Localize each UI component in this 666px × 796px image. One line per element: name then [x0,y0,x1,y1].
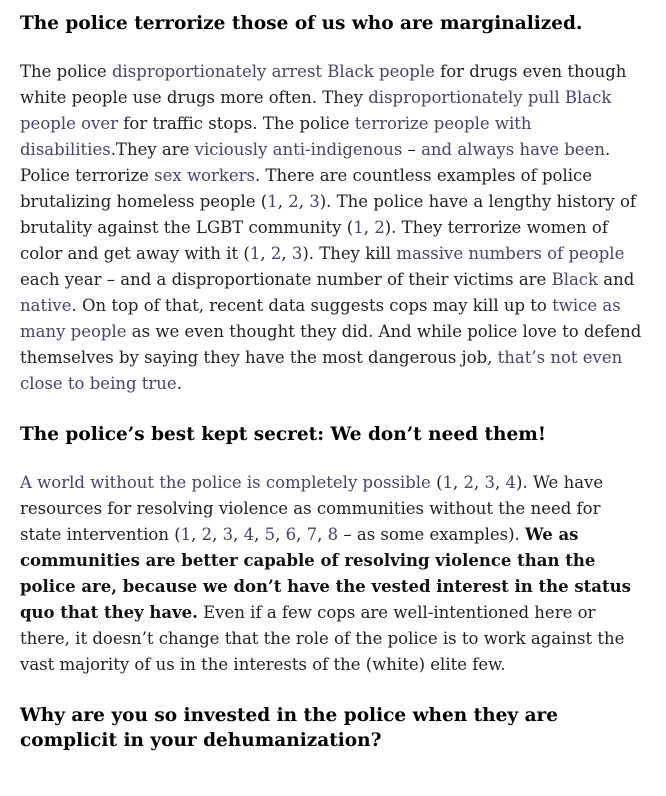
text-link[interactable]: Black [551,270,599,289]
text-link[interactable]: 7 [306,525,318,544]
text-run: . On top of that, recent data suggests cops may kill up to [71,296,553,315]
text-run: ). We have resources for resolving violence as communities without the need for state intervention ( [20,473,604,544]
text-link[interactable]: A world without the police is completely possible [20,473,431,492]
text-link[interactable]: 1 [267,192,278,211]
text-link[interactable]: 1 [249,244,261,263]
text-run: , [363,218,375,237]
text-link[interactable]: disproportionately pull Black people over [20,88,612,133]
text-run: , [212,525,223,544]
text-link[interactable]: 2 [374,218,385,237]
paragraph [20,59,645,397]
text-run: as we even thought they did. And while police love to defend themselves by saying they have the most dangerous job, [20,322,642,367]
text-run: , [233,525,244,544]
text-run: ). They terrorize women of color and get away with it ( [20,218,608,263]
text-run: – [402,140,422,159]
text-run: , [495,473,506,492]
text-link[interactable]: terrorize people with disabilities [20,114,532,159]
text-link[interactable]: and always have been [421,140,605,159]
text-run: and [598,270,635,289]
text-link[interactable]: sex workers [154,166,256,185]
text-link[interactable]: 3 [484,473,496,492]
bold-text: We as communities are better capable of resolving violence than the police are, because we don’t have the vested interest in the status quo that they have. [20,525,631,622]
text-link[interactable]: 4 [243,525,255,544]
text-run: , [281,244,292,263]
section-heading: The police’s best kept secret: We don’t need them! [20,424,546,445]
text-run: for traffic stops. The police [118,114,355,133]
text-link[interactable]: 5 [264,525,276,544]
text-run: each year – and a disproportionate number of their victims are [20,270,552,289]
text-run: . There are countless examples of police brutalizing homeless people ( [20,166,593,211]
text-run: , [191,525,202,544]
text-run: . Police terrorize [20,140,611,185]
text-run: – as some examples). [338,525,526,544]
text-run: , [277,192,289,211]
text-run: , [296,525,307,544]
text-link[interactable]: 1 [442,473,454,492]
text-link[interactable]: 8 [327,525,339,544]
text-link[interactable]: 1 [180,525,192,544]
text-run: , [298,192,310,211]
text-run: ). They kill [302,244,397,263]
section-heading: The police terrorize those of us who are marginalized. [20,13,583,34]
text-run: , [260,244,271,263]
paragraph [20,470,645,678]
article-body [20,11,645,753]
text-run: , [317,525,328,544]
text-run: . [176,374,182,393]
text-run: .They are [110,140,195,159]
text-link[interactable]: 1 [353,218,364,237]
text-run: for drugs even though white people use drugs more often. They [20,62,627,107]
text-link[interactable]: 2 [201,525,213,544]
text-link[interactable]: 2 [288,192,299,211]
text-link[interactable]: 2 [270,244,282,263]
text-link[interactable]: 3 [291,244,303,263]
text-link[interactable]: viciously anti-indigenous [194,140,403,159]
text-run: Even if a few cops are well-intentioned here or there, it doesn’t change that the role of the police is to work against the vast majority of us in the interests of the (white) elite few. [20,603,625,674]
text-run: , [254,525,265,544]
text-run: ( [430,473,443,492]
text-link[interactable]: 3 [222,525,234,544]
text-run: , [474,473,485,492]
text-link[interactable]: 6 [285,525,297,544]
text-link[interactable]: twice as many people [20,296,621,341]
text-link[interactable]: 2 [463,473,475,492]
text-run: The police [20,62,112,81]
text-link[interactable]: native [20,296,72,315]
text-run: , [453,473,464,492]
section-heading: Why are you so invested in the police when they are complicit in your dehumanization? [20,705,559,751]
text-link[interactable]: 4 [505,473,517,492]
text-link[interactable]: massive numbers of people [396,244,625,263]
text-link[interactable]: 3 [309,192,320,211]
text-run: ). The police have a lengthy history of brutality against the LGBT community ( [20,192,636,237]
text-run: , [275,525,286,544]
text-link[interactable]: disproportionately arrest Black people [111,62,435,81]
text-link[interactable]: that’s not even close to being true [20,348,623,393]
